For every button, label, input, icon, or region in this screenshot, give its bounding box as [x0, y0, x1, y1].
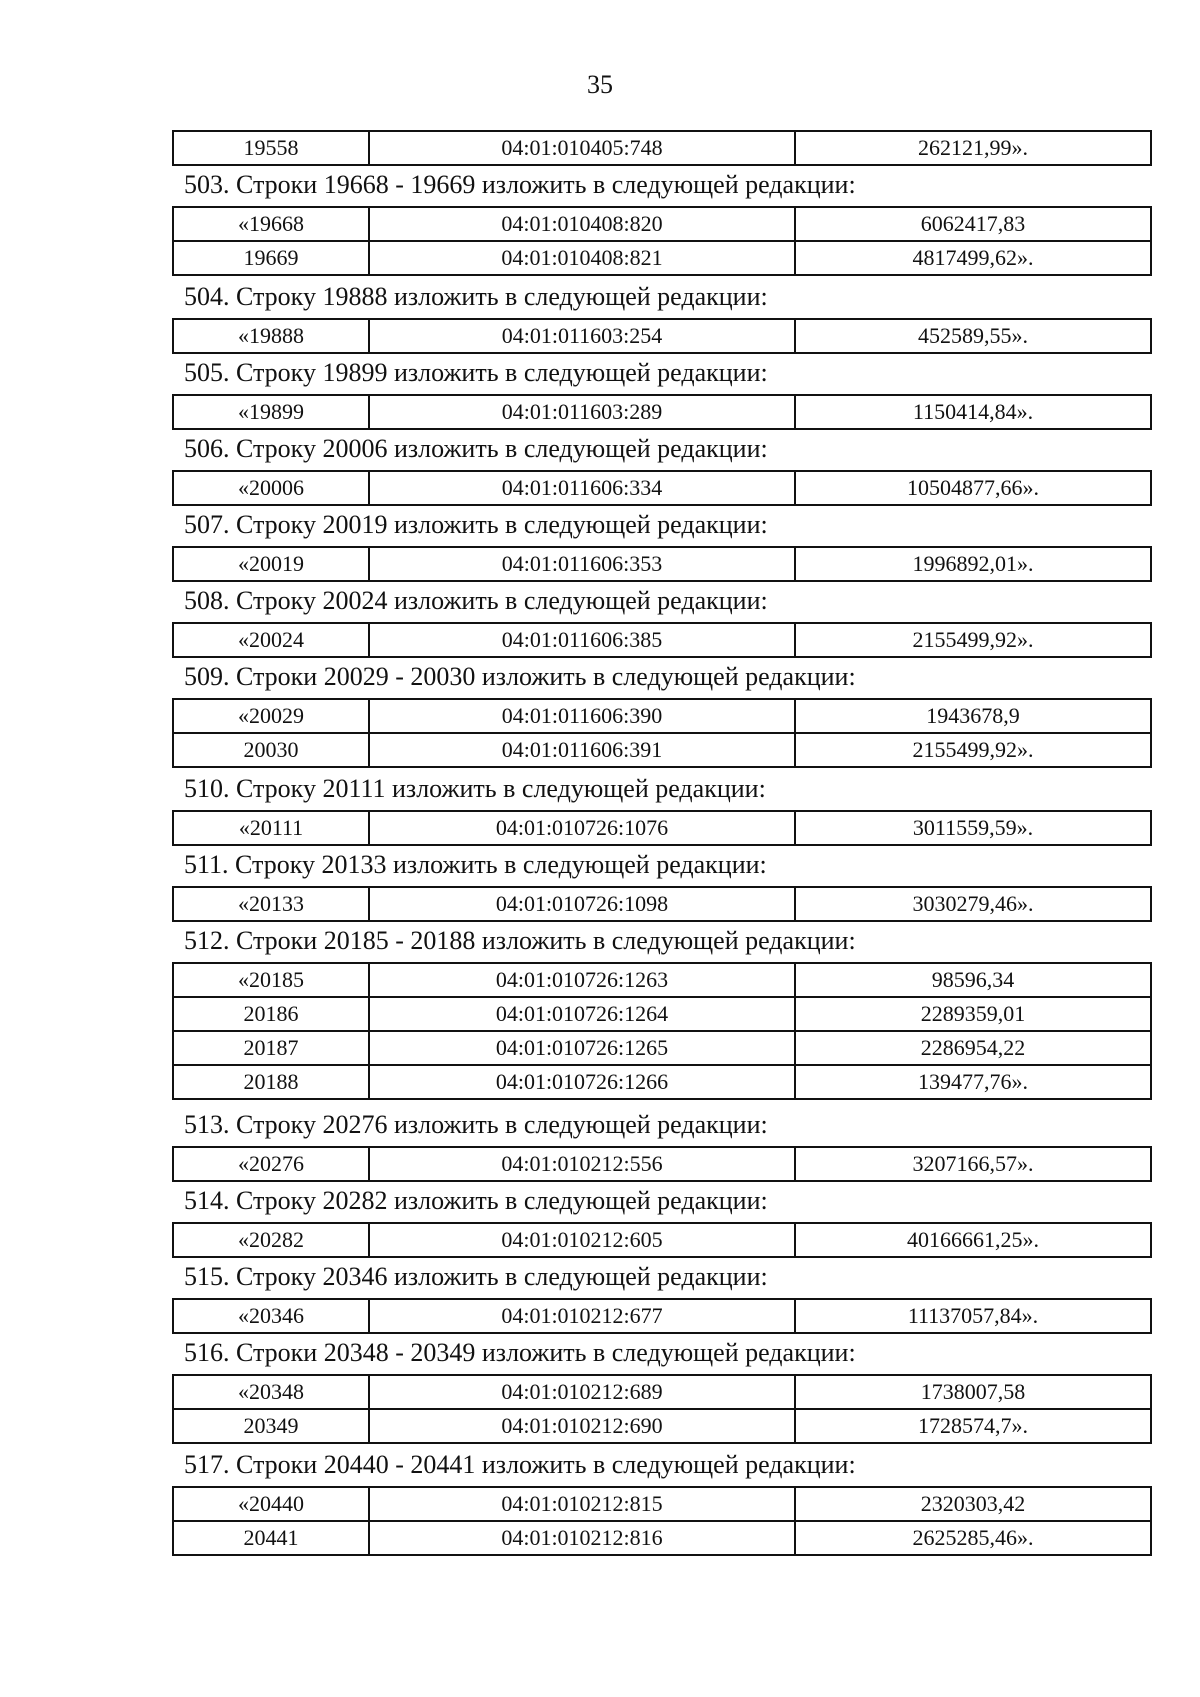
page-number: 35: [587, 70, 613, 99]
value-cell: 1738007,58: [795, 1375, 1151, 1409]
row-number-cell: «20024: [173, 623, 369, 657]
table-row: [173, 811, 1151, 845]
row-number-cell: «20111: [173, 811, 369, 845]
value-cell: 139477,76».: [795, 1065, 1151, 1099]
data-table: [172, 622, 1152, 658]
section-heading: 507. Строку 20019 изложить в следующей редакции:: [184, 510, 768, 539]
value-cell: 1943678,9: [795, 699, 1151, 733]
data-table: [172, 546, 1152, 582]
cadastral-number-cell: 04:01:010726:1266: [369, 1065, 795, 1099]
data-table: [172, 394, 1152, 430]
section-heading: 511. Строку 20133 изложить в следующей редакции:: [184, 850, 767, 879]
section-heading: 513. Строку 20276 изложить в следующей редакции:: [184, 1110, 768, 1139]
table-row: [173, 471, 1151, 505]
row-number-cell: 19558: [173, 131, 369, 165]
value-cell: 1996892,01».: [795, 547, 1151, 581]
table-row: [173, 1065, 1151, 1099]
data-table: [172, 130, 1152, 166]
section-heading: 515. Строку 20346 изложить в следующей редакции:: [184, 1262, 768, 1291]
row-number-cell: «20346: [173, 1299, 369, 1333]
section-heading: 510. Строку 20111 изложить в следующей редакции:: [184, 774, 766, 803]
cadastral-number-cell: 04:01:011606:353: [369, 547, 795, 581]
cadastral-number-cell: 04:01:010726:1265: [369, 1031, 795, 1065]
data-table: [172, 1146, 1152, 1182]
table-row: [173, 1409, 1151, 1443]
data-table: [172, 698, 1152, 768]
table-row: [173, 1299, 1151, 1333]
value-cell: 40166661,25».: [795, 1223, 1151, 1257]
value-cell: 6062417,83: [795, 207, 1151, 241]
cadastral-number-cell: 04:01:010405:748: [369, 131, 795, 165]
table-row: [173, 733, 1151, 767]
value-cell: 98596,34: [795, 963, 1151, 997]
section-heading: 503. Строки 19668 - 19669 изложить в следующей редакции:: [184, 170, 856, 199]
table-row: [173, 241, 1151, 275]
section-heading: 504. Строку 19888 изложить в следующей редакции:: [184, 282, 768, 311]
section-heading: 517. Строки 20440 - 20441 изложить в следующей редакции:: [184, 1450, 856, 1479]
value-cell: 2625285,46».: [795, 1521, 1151, 1555]
table-row: [173, 547, 1151, 581]
cadastral-number-cell: 04:01:010408:821: [369, 241, 795, 275]
data-table: [172, 886, 1152, 922]
cadastral-number-cell: 04:01:010726:1076: [369, 811, 795, 845]
value-cell: 1728574,7».: [795, 1409, 1151, 1443]
cadastral-number-cell: 04:01:010212:677: [369, 1299, 795, 1333]
row-number-cell: «20348: [173, 1375, 369, 1409]
value-cell: 3011559,59».: [795, 811, 1151, 845]
table-row: [173, 1147, 1151, 1181]
row-number-cell: «20440: [173, 1487, 369, 1521]
row-number-cell: 20349: [173, 1409, 369, 1443]
cadastral-number-cell: 04:01:010212:815: [369, 1487, 795, 1521]
cadastral-number-cell: 04:01:010212:556: [369, 1147, 795, 1181]
data-table: [172, 206, 1152, 276]
value-cell: 262121,99».: [795, 131, 1151, 165]
row-number-cell: «20019: [173, 547, 369, 581]
data-table: [172, 1486, 1152, 1556]
row-number-cell: «19668: [173, 207, 369, 241]
value-cell: 3207166,57».: [795, 1147, 1151, 1181]
row-number-cell: 20441: [173, 1521, 369, 1555]
value-cell: 11137057,84».: [795, 1299, 1151, 1333]
value-cell: 4817499,62».: [795, 241, 1151, 275]
cadastral-number-cell: 04:01:010212:605: [369, 1223, 795, 1257]
value-cell: 2320303,42: [795, 1487, 1151, 1521]
section-heading: 514. Строку 20282 изложить в следующей редакции:: [184, 1186, 768, 1215]
cadastral-number-cell: 04:01:010726:1264: [369, 997, 795, 1031]
table-row: [173, 1521, 1151, 1555]
row-number-cell: 20187: [173, 1031, 369, 1065]
value-cell: 3030279,46».: [795, 887, 1151, 921]
cadastral-number-cell: 04:01:011603:289: [369, 395, 795, 429]
cadastral-number-cell: 04:01:011603:254: [369, 319, 795, 353]
value-cell: 2286954,22: [795, 1031, 1151, 1065]
cadastral-number-cell: 04:01:011606:334: [369, 471, 795, 505]
value-cell: 452589,55».: [795, 319, 1151, 353]
row-number-cell: «20006: [173, 471, 369, 505]
data-table: [172, 810, 1152, 846]
table-row: [173, 395, 1151, 429]
data-table: [172, 1222, 1152, 1258]
section-heading: 505. Строку 19899 изложить в следующей редакции:: [184, 358, 768, 387]
section-heading: 516. Строки 20348 - 20349 изложить в следующей редакции:: [184, 1338, 856, 1367]
cadastral-number-cell: 04:01:010408:820: [369, 207, 795, 241]
value-cell: 2155499,92».: [795, 733, 1151, 767]
data-table: [172, 470, 1152, 506]
table-row: [173, 887, 1151, 921]
row-number-cell: «20185: [173, 963, 369, 997]
row-number-cell: «20276: [173, 1147, 369, 1181]
cadastral-number-cell: 04:01:010726:1098: [369, 887, 795, 921]
row-number-cell: 20188: [173, 1065, 369, 1099]
table-row: [173, 207, 1151, 241]
table-row: [173, 623, 1151, 657]
cadastral-number-cell: 04:01:010212:690: [369, 1409, 795, 1443]
table-row: [173, 131, 1151, 165]
cadastral-number-cell: 04:01:010726:1263: [369, 963, 795, 997]
cadastral-number-cell: 04:01:010212:689: [369, 1375, 795, 1409]
row-number-cell: «19899: [173, 395, 369, 429]
section-heading: 509. Строки 20029 - 20030 изложить в следующей редакции:: [184, 662, 856, 691]
cadastral-number-cell: 04:01:011606:390: [369, 699, 795, 733]
row-number-cell: 19669: [173, 241, 369, 275]
value-cell: 1150414,84».: [795, 395, 1151, 429]
row-number-cell: «19888: [173, 319, 369, 353]
cadastral-number-cell: 04:01:011606:385: [369, 623, 795, 657]
table-row: [173, 1375, 1151, 1409]
value-cell: 2289359,01: [795, 997, 1151, 1031]
data-table: [172, 318, 1152, 354]
table-row: [173, 963, 1151, 997]
section-heading: 508. Строку 20024 изложить в следующей редакции:: [184, 586, 768, 615]
row-number-cell: «20282: [173, 1223, 369, 1257]
data-table: [172, 1298, 1152, 1334]
row-number-cell: 20186: [173, 997, 369, 1031]
table-row: [173, 319, 1151, 353]
table-row: [173, 1031, 1151, 1065]
section-heading: 506. Строку 20006 изложить в следующей редакции:: [184, 434, 768, 463]
section-heading: 512. Строки 20185 - 20188 изложить в следующей редакции:: [184, 926, 856, 955]
data-table: [172, 962, 1152, 1100]
table-row: [173, 699, 1151, 733]
row-number-cell: «20029: [173, 699, 369, 733]
value-cell: 2155499,92».: [795, 623, 1151, 657]
table-row: [173, 1223, 1151, 1257]
value-cell: 10504877,66».: [795, 471, 1151, 505]
table-row: [173, 1487, 1151, 1521]
cadastral-number-cell: 04:01:011606:391: [369, 733, 795, 767]
data-table: [172, 1374, 1152, 1444]
cadastral-number-cell: 04:01:010212:816: [369, 1521, 795, 1555]
table-row: [173, 997, 1151, 1031]
row-number-cell: 20030: [173, 733, 369, 767]
row-number-cell: «20133: [173, 887, 369, 921]
